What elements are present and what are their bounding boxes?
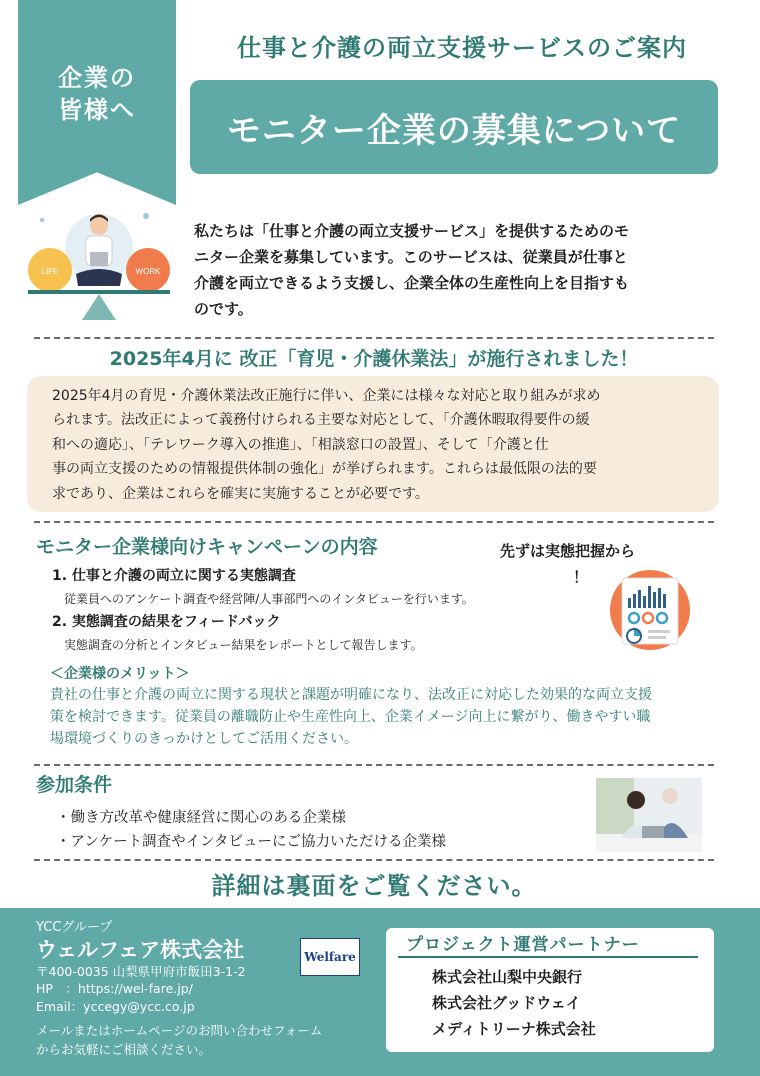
campaign-item-2-desc: 実態調査の分析とインタビュー結果をレポートとして報告します。: [64, 638, 423, 652]
law-section-title: 2025年4月に 改正「育児・介護休業法」が施行されました！: [109, 348, 639, 370]
intro-line: ニター企業を募集しています。このサービスは、従業員が仕事と: [194, 248, 628, 266]
divider: [34, 764, 714, 766]
law-description: [52, 384, 702, 506]
contact-note-line1: メールまたはホームページのお問い合わせフォーム: [36, 1023, 323, 1038]
company-name: ウェルフェア株式会社: [36, 938, 245, 962]
partner-title: プロジェクト運営パートナー: [406, 935, 640, 955]
report-chart-icon: [604, 568, 696, 652]
work-life-balance-illustration: [24, 208, 174, 324]
campaign-title: モニター企業様向けキャンペーンの内容: [36, 536, 378, 558]
law-line: られます。法改正によって義務付けられる主要な対応として、「介護休暇取得要件の緩: [52, 412, 590, 429]
merit-line: 場環境づくりのきっかけとしてご活用ください。: [50, 731, 358, 747]
company-website-link[interactable]: HP ：https://wel-fare.jp/: [36, 981, 193, 996]
intro-line: 介護を両立できるよう支援し、企業全体の生産性向上を目指すも: [194, 274, 630, 292]
page-title: 仕事と介護の両立支援サービスのご案内: [237, 34, 687, 62]
merit-line: 貴社の仕事と介護の両立に関する現状と課題が明確になり、法改正に対応した効果的な両立支援: [50, 687, 652, 703]
contact-note-line2: からお気軽にご相談ください。: [36, 1042, 212, 1057]
divider: [34, 521, 714, 523]
campaign-item-2-heading: 2. 実態調査の結果をフィードバック: [52, 614, 281, 630]
company-address: 〒400-0035 山梨県甲府市飯田3-1-2: [36, 964, 246, 979]
first-check-text: 先ずは実態把握から: [500, 542, 636, 560]
divider: [34, 337, 714, 339]
welfare-logo-text: Welfare: [304, 950, 356, 964]
see-back-notice: 詳細は裏面をご覧ください。: [211, 872, 537, 900]
ribbon-line2: 皆様へ: [58, 96, 136, 124]
condition-item: ・働き方改革や健康経営に関心のある企業様: [56, 810, 346, 826]
partner-title-underline: [398, 956, 698, 958]
partner-item: 株式会社山梨中央銀行: [432, 968, 583, 986]
intro-line: 私たちは「仕事と介護の両立支援サービス」を提供するためのモ: [194, 222, 630, 240]
merit-line: 策を検討できます。従業員の離職防止や生産性向上、企業イメージ向上に繋がり、働きやすい職: [50, 709, 651, 725]
intro-line: のです。: [194, 300, 253, 318]
work-label: WORK: [135, 267, 161, 276]
merit-title: ＜企業様のメリット＞: [50, 666, 190, 682]
partner-item: メディトリーナ株式会社: [432, 1020, 596, 1038]
law-line: 事の両立支援のための情報提供体制の強化」が挙げられます。これらは最低限の法的要: [52, 461, 597, 478]
company-email-link[interactable]: Email：yccegy@ycc.co.jp: [36, 999, 195, 1014]
campaign-item-1-heading: 1. 仕事と介護の両立に関する実態調査: [52, 568, 296, 584]
ribbon-line1: 企業の: [58, 64, 136, 92]
merit-description: [50, 684, 714, 750]
law-line: 求であり、企業はこれらを確実に実施することが必要です。: [52, 485, 429, 502]
life-label: LIFE: [41, 267, 59, 276]
first-check-mark: ！: [572, 568, 588, 586]
condition-item: ・アンケート調査やインタビューにご協力いただける企業様: [56, 834, 447, 850]
intro-text: [194, 218, 718, 322]
welfare-logo: [300, 938, 360, 976]
divider: [34, 859, 714, 861]
banner-title: モニター企業の募集について: [190, 80, 718, 174]
ribbon-label: [18, 62, 176, 126]
law-line: 2025年4月の育児・介護休業法改正施行に伴い、企業には様々な対応と取り組みが求め: [52, 388, 601, 404]
conditions-title: 参加条件: [36, 774, 113, 796]
consultation-photo: [596, 778, 702, 852]
campaign-item-1-desc: 従業員へのアンケート調査や経営陣/人事部門へのインタビューを行います。: [64, 592, 474, 606]
law-line: 和への適応」、「テレワーク導入の推進」、「相談窓口の設置」、そして「介護と仕: [52, 436, 549, 453]
group-name: YCCグループ: [36, 920, 113, 935]
partner-item: 株式会社グッドウェイ: [432, 994, 581, 1012]
